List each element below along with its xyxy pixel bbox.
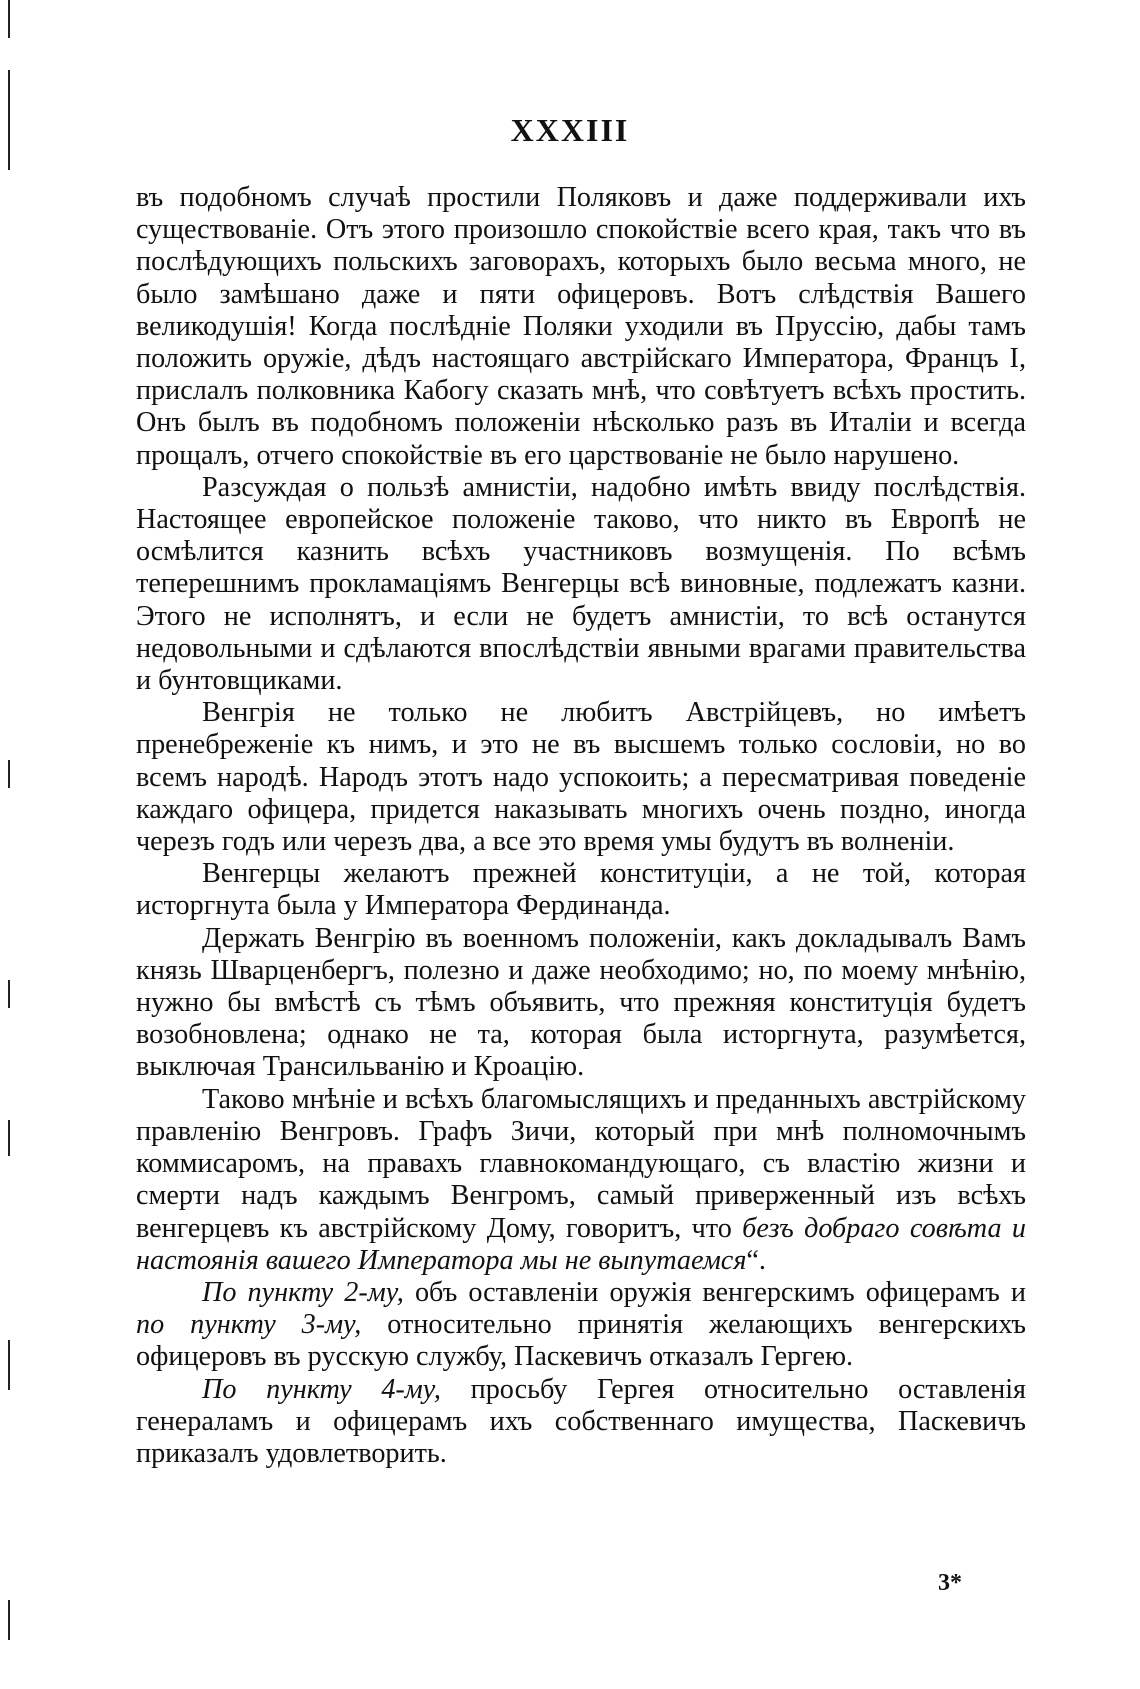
paragraph-text: Венгрія не только не любитъ Австрійцевъ, но имѣетъ пренебреженіе къ нимъ, и это не въ высшемъ только сословіи, но во всемъ народѣ. Народъ этотъ надо успокоить; а пересматривая поведеніе каждаго офицера, придется наказывать многихъ очень поздно, иногда черезъ годъ или черезъ два, а все это время умы будутъ въ волненіи.	[136, 697, 1026, 858]
paragraph-8	[136, 1374, 1026, 1471]
left-edge-mark	[8, 1600, 10, 1640]
left-edge-mark	[8, 1340, 10, 1390]
paragraph-6	[136, 1084, 1026, 1277]
left-edge-mark	[8, 980, 10, 1008]
paragraph-2	[136, 472, 1026, 697]
printer-signature-mark: 3*	[938, 1570, 962, 1596]
paragraph-tail: “.	[746, 1244, 766, 1276]
left-edge-mark	[8, 1120, 10, 1156]
paragraph-text: Разсуждая о пользѣ амнистіи, надобно имѣть ввиду послѣдствія. Настоящее европейское положеніе таково, что никто въ Европѣ не осмѣлится казнить всѣхъ участниковъ возмущенія. По всѣмъ теперешнимъ прокламаціямъ Венгерцы всѣ виновные, подлежатъ казни. Этого не исполнятъ, и если не будетъ амнистіи, то всѣ останутся недовольными и сдѣлаются впослѣдствіи явными врагами правительства и бунтовщиками.	[136, 471, 1026, 697]
paragraph-text: Венгерцы желаютъ прежней конституціи, а не той, которая исторгнута была у Императора Фердинанда.	[136, 858, 1026, 922]
paragraph-1	[136, 182, 1026, 472]
page-header-roman-numeral: XXXIII	[510, 112, 630, 148]
paragraph-text: Таково мнѣніе и всѣхъ благомыслящихъ и преданныхъ австрійскому правленію Венгровъ. Графъ Зичи, который при мнѣ полномочнымъ коммисаромъ, на правахъ главнокомандующаго, съ властію жизни и смерти надъ каждымъ Венгромъ, самый приверженный изъ всѣхъ венгерцевъ къ австрійскому Дому, говоритъ, что	[136, 1083, 1026, 1244]
paragraph-lead-italic: По пункту 2-му,	[202, 1276, 404, 1308]
left-edge-mark	[8, 0, 10, 38]
body-text	[136, 182, 1026, 1470]
paragraph-lead-italic: По пункту 4-му,	[202, 1373, 441, 1405]
paragraph-5	[136, 923, 1026, 1084]
paragraph-4	[136, 858, 1026, 922]
paragraph-7	[136, 1277, 1026, 1374]
paragraph-text: Держать Венгрію въ военномъ положеніи, какъ докладывалъ Вамъ князь Шварценбергъ, полезно и даже необходимо; но, по моему мнѣнію, нужно бы вмѣстѣ съ тѣмъ объявить, что прежняя конституція будетъ возобновлена; однако не та, которая была исторгнута, разумѣется, выключая Трансильванію и Кроацію.	[136, 922, 1026, 1083]
paragraph-text: въ подобномъ случаѣ простили Поляковъ и даже поддерживали ихъ существованіе. Отъ этого произошло спокойствіе всего края, такъ что въ послѣдующихъ польскихъ заговорахъ, которыхъ было весьма много, не было замѣшано даже и пяти офицеровъ. Вотъ слѣдствія Вашего великодушія! Когда послѣдніе Поляки уходили въ Пруссію, дабы тамъ положить оружіе, дѣдъ настоящаго австрійскаго Императора, Францъ I, прислалъ полковника Кабогу сказать мнѣ, что совѣтуетъ всѣхъ простить. Онъ былъ въ подобномъ положеніи нѣсколько разъ въ Италіи и всегда прощалъ, отчего спокойствіе въ его царствованіе не было нарушено.	[136, 182, 1026, 471]
paragraph-text: просьбу Гергея относительно оставленія генераламъ и офицерамъ ихъ собственнаго имущества, Паскевичъ приказалъ удовлетворить.	[136, 1373, 1026, 1469]
paragraph-quote: безъ добраго совѣта и настоянія вашего Императора мы не выпутаемся	[136, 1212, 1027, 1276]
left-edge-mark	[8, 760, 10, 788]
paragraph-tail: относительно принятія желающихъ венгерскихъ офицеровъ въ русскую службу, Паскевичъ отказалъ Гергею.	[136, 1309, 1026, 1373]
paragraph-text: объ оставленіи оружія венгерскимъ офицерамъ и	[403, 1276, 1026, 1308]
paragraph-mid-italic: по пункту 3-му,	[136, 1309, 362, 1341]
paragraph-3	[136, 697, 1026, 858]
